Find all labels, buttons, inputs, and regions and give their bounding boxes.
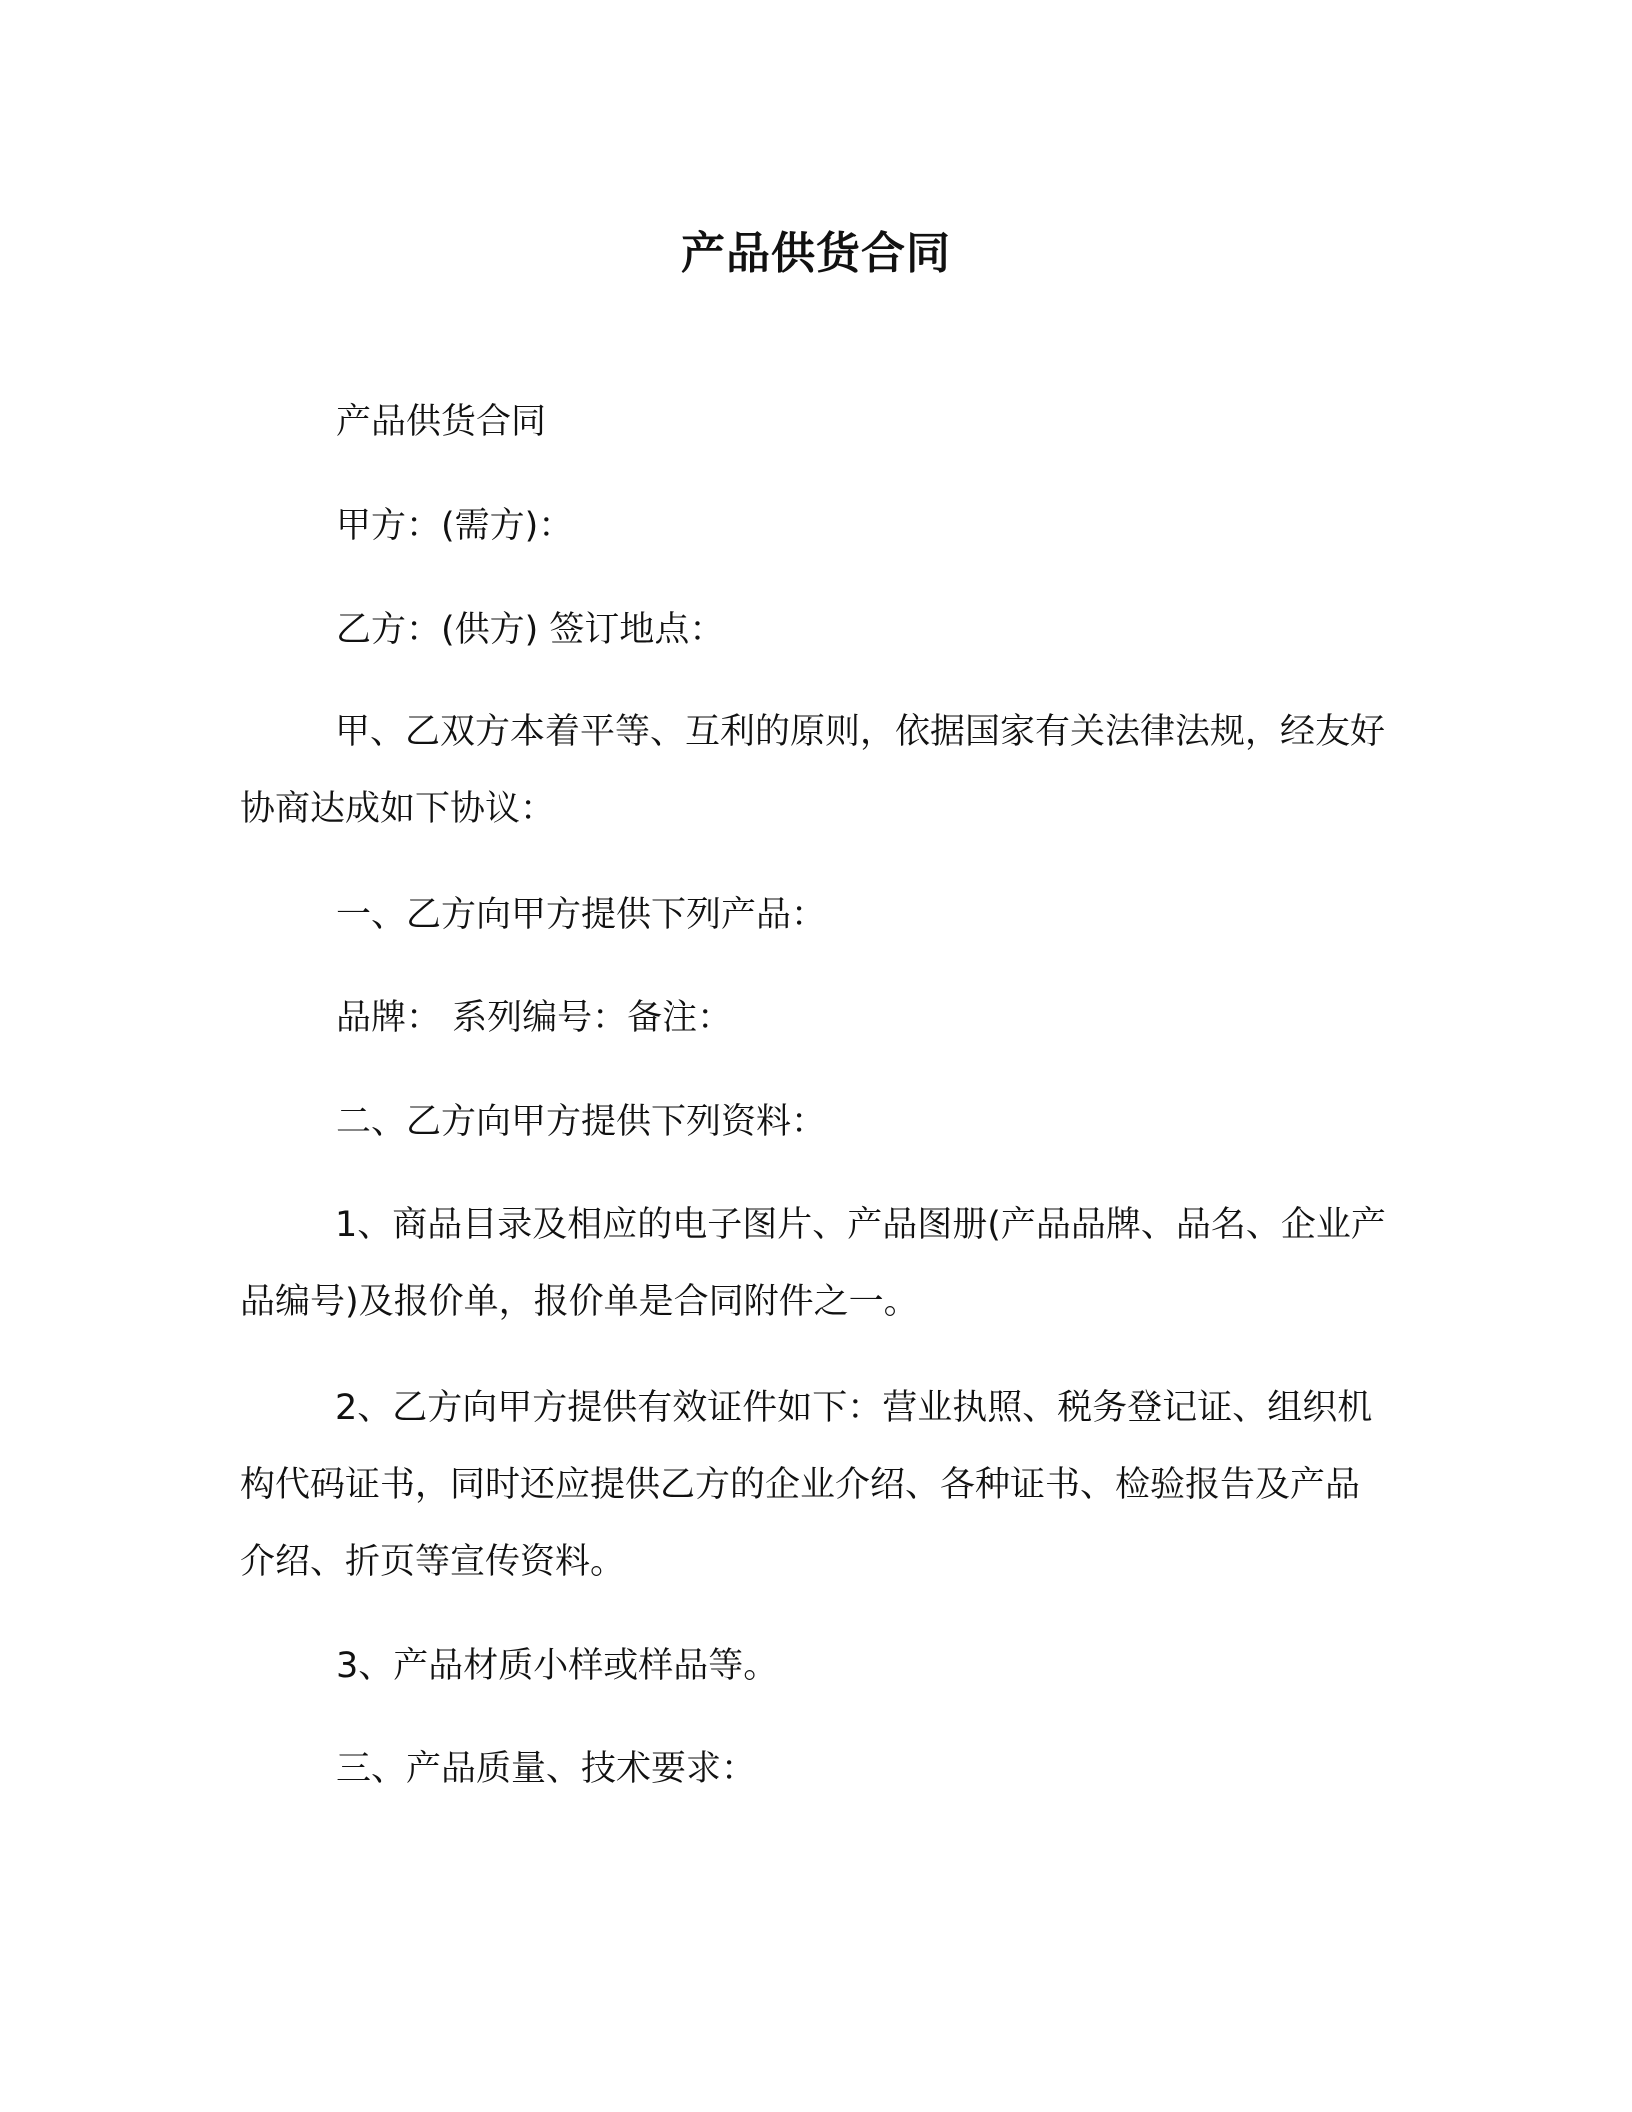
paragraph-item-1: 1、商品目录及相应的电子图片、产品图册(产品品牌、品名、企业产品编号)及报价单，报价单是合同附件之一。	[240, 1205, 1386, 1322]
paragraph-section-3: 三、产品质量、技术要求：	[336, 1749, 757, 1789]
paragraph-section-2: 二、乙方向甲方提供下列资料：	[336, 1102, 827, 1142]
paragraph-section-1: 一、乙方向甲方提供下列产品：	[336, 895, 827, 935]
paragraph-preamble: 甲、乙双方本着平等、互利的原则，依据国家有关法律法规，经友好协商达成如下协议：	[240, 712, 1386, 829]
paragraph-party-a: 甲方：(需方)：	[336, 506, 574, 546]
paragraph-item-3: 3、产品材质小样或样品等。	[336, 1646, 779, 1686]
paragraph-brand-line: 品牌： 系列编号：备注：	[336, 998, 733, 1038]
paragraph-party-b: 乙方：(供方) 签订地点：	[336, 610, 725, 650]
paragraph-item-2: 2、乙方向甲方提供有效证件如下：营业执照、税务登记证、组织机构代码证书，同时还应提供乙方的企业介绍、各种证书、检验报告及产品介绍、折页等宣传资料。	[240, 1388, 1373, 1582]
paragraph-heading: 产品供货合同	[336, 402, 547, 442]
document-title: 产品供货合同	[681, 228, 951, 279]
